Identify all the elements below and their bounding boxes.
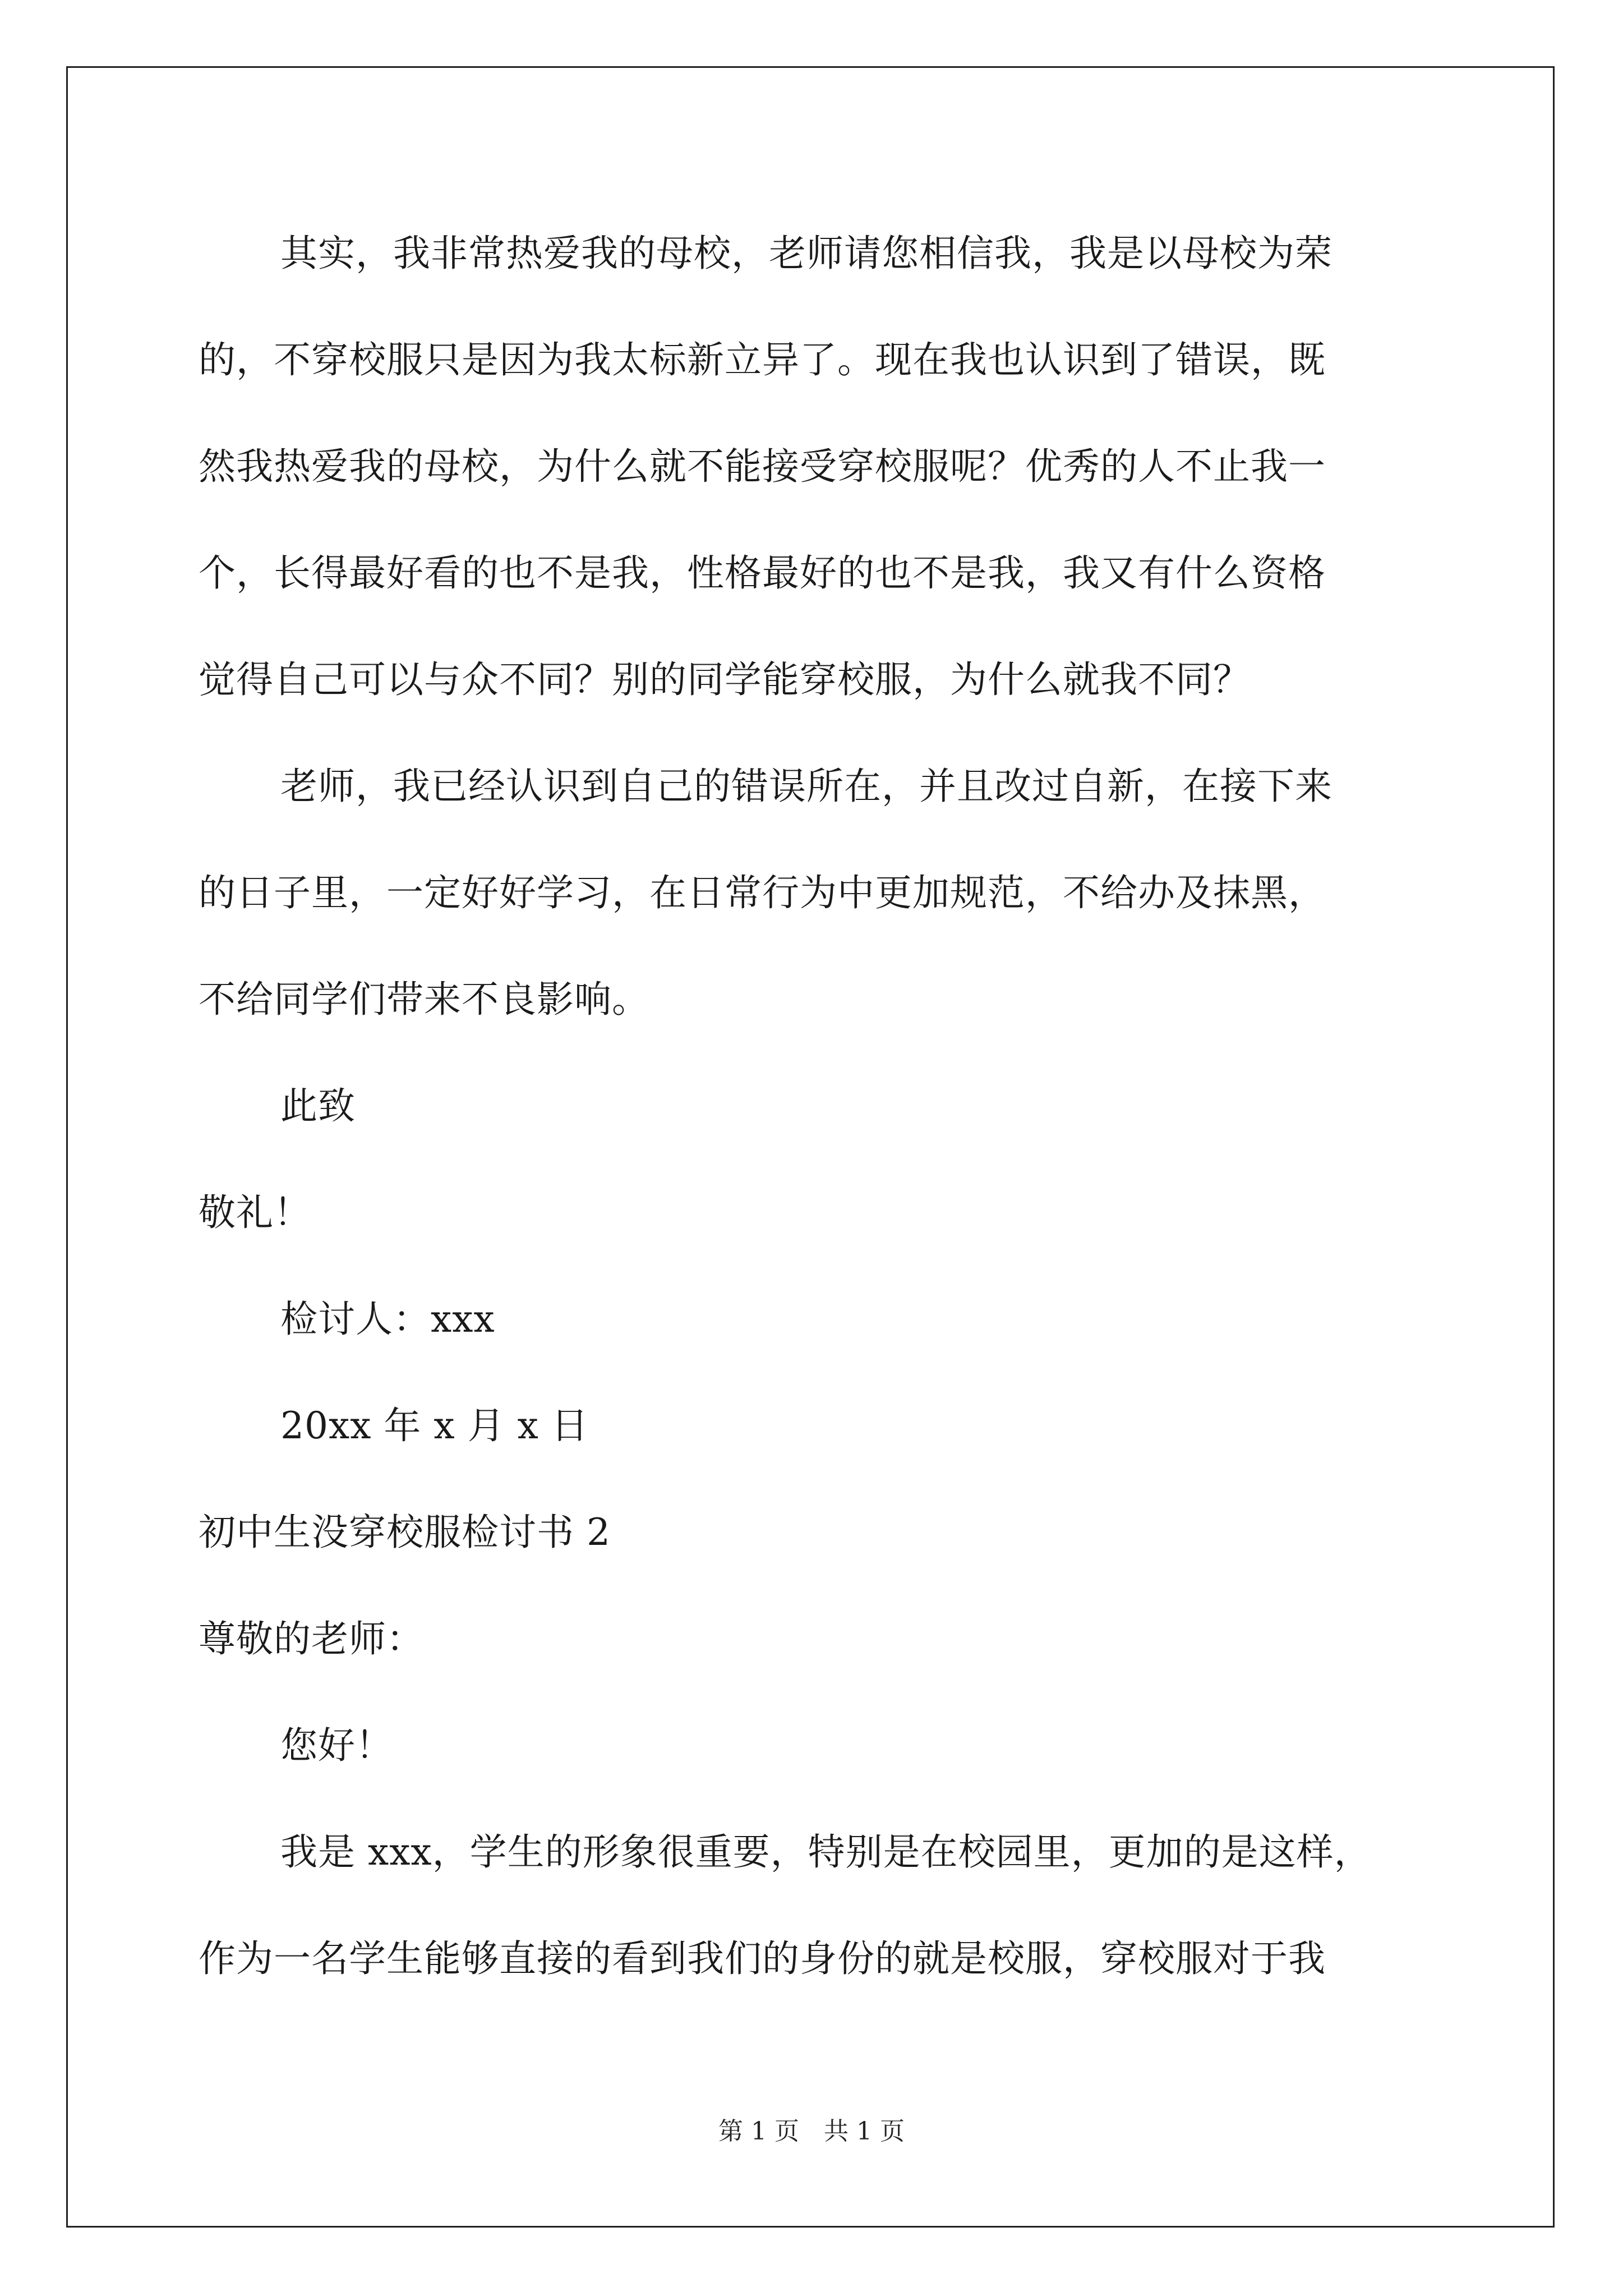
paragraph-line: 觉得自己可以与众不同？别的同学能穿校服，为什么就我不同？ xyxy=(199,658,1251,701)
greeting-hello: 您好！ xyxy=(280,1724,393,1767)
paragraph-line: 老师，我已经认识到自己的错误所在，并且改过自新，在接下来 xyxy=(280,765,1332,808)
paragraph-line: 不给同学们带来不良影响。 xyxy=(199,978,649,1021)
paragraph-line: 作为一名学生能够直接的看到我们的身份的就是校服，穿校服对于我 xyxy=(199,1937,1326,1980)
paragraph-line: 的，不穿校服只是因为我太标新立异了。现在我也认识到了错误，既 xyxy=(199,338,1326,381)
paragraph-line: 的日子里，一定好好学习，在日常行为中更加规范，不给办及抹黑， xyxy=(199,871,1326,914)
page-footer: 第 1 页 共 1 页 xyxy=(718,2117,905,2146)
closing-respect: 敬礼！ xyxy=(199,1191,311,1234)
paragraph-line: 然我热爱我的母校，为什么就不能接受穿校服呢？优秀的人不止我一 xyxy=(199,445,1326,488)
paragraph-line: 我是 xxx，学生的形象很重要，特别是在校园里，更加的是这样， xyxy=(280,1830,1372,1874)
page-border xyxy=(66,66,1555,2228)
paragraph-line: 个，长得最好看的也不是我，性格最好的也不是我，我又有什么资格 xyxy=(199,551,1326,595)
closing-salutation: 此致 xyxy=(280,1084,356,1128)
greeting: 尊敬的老师： xyxy=(199,1617,424,1660)
section-title: 初中生没穿校服检讨书 2 xyxy=(199,1511,611,1554)
paragraph-line: 其实，我非常热爱我的母校，老师请您相信我，我是以母校为荣 xyxy=(280,232,1332,275)
signature: 检讨人：xxx xyxy=(280,1297,495,1341)
date: 20xx 年 x 月 x 日 xyxy=(280,1404,589,1447)
